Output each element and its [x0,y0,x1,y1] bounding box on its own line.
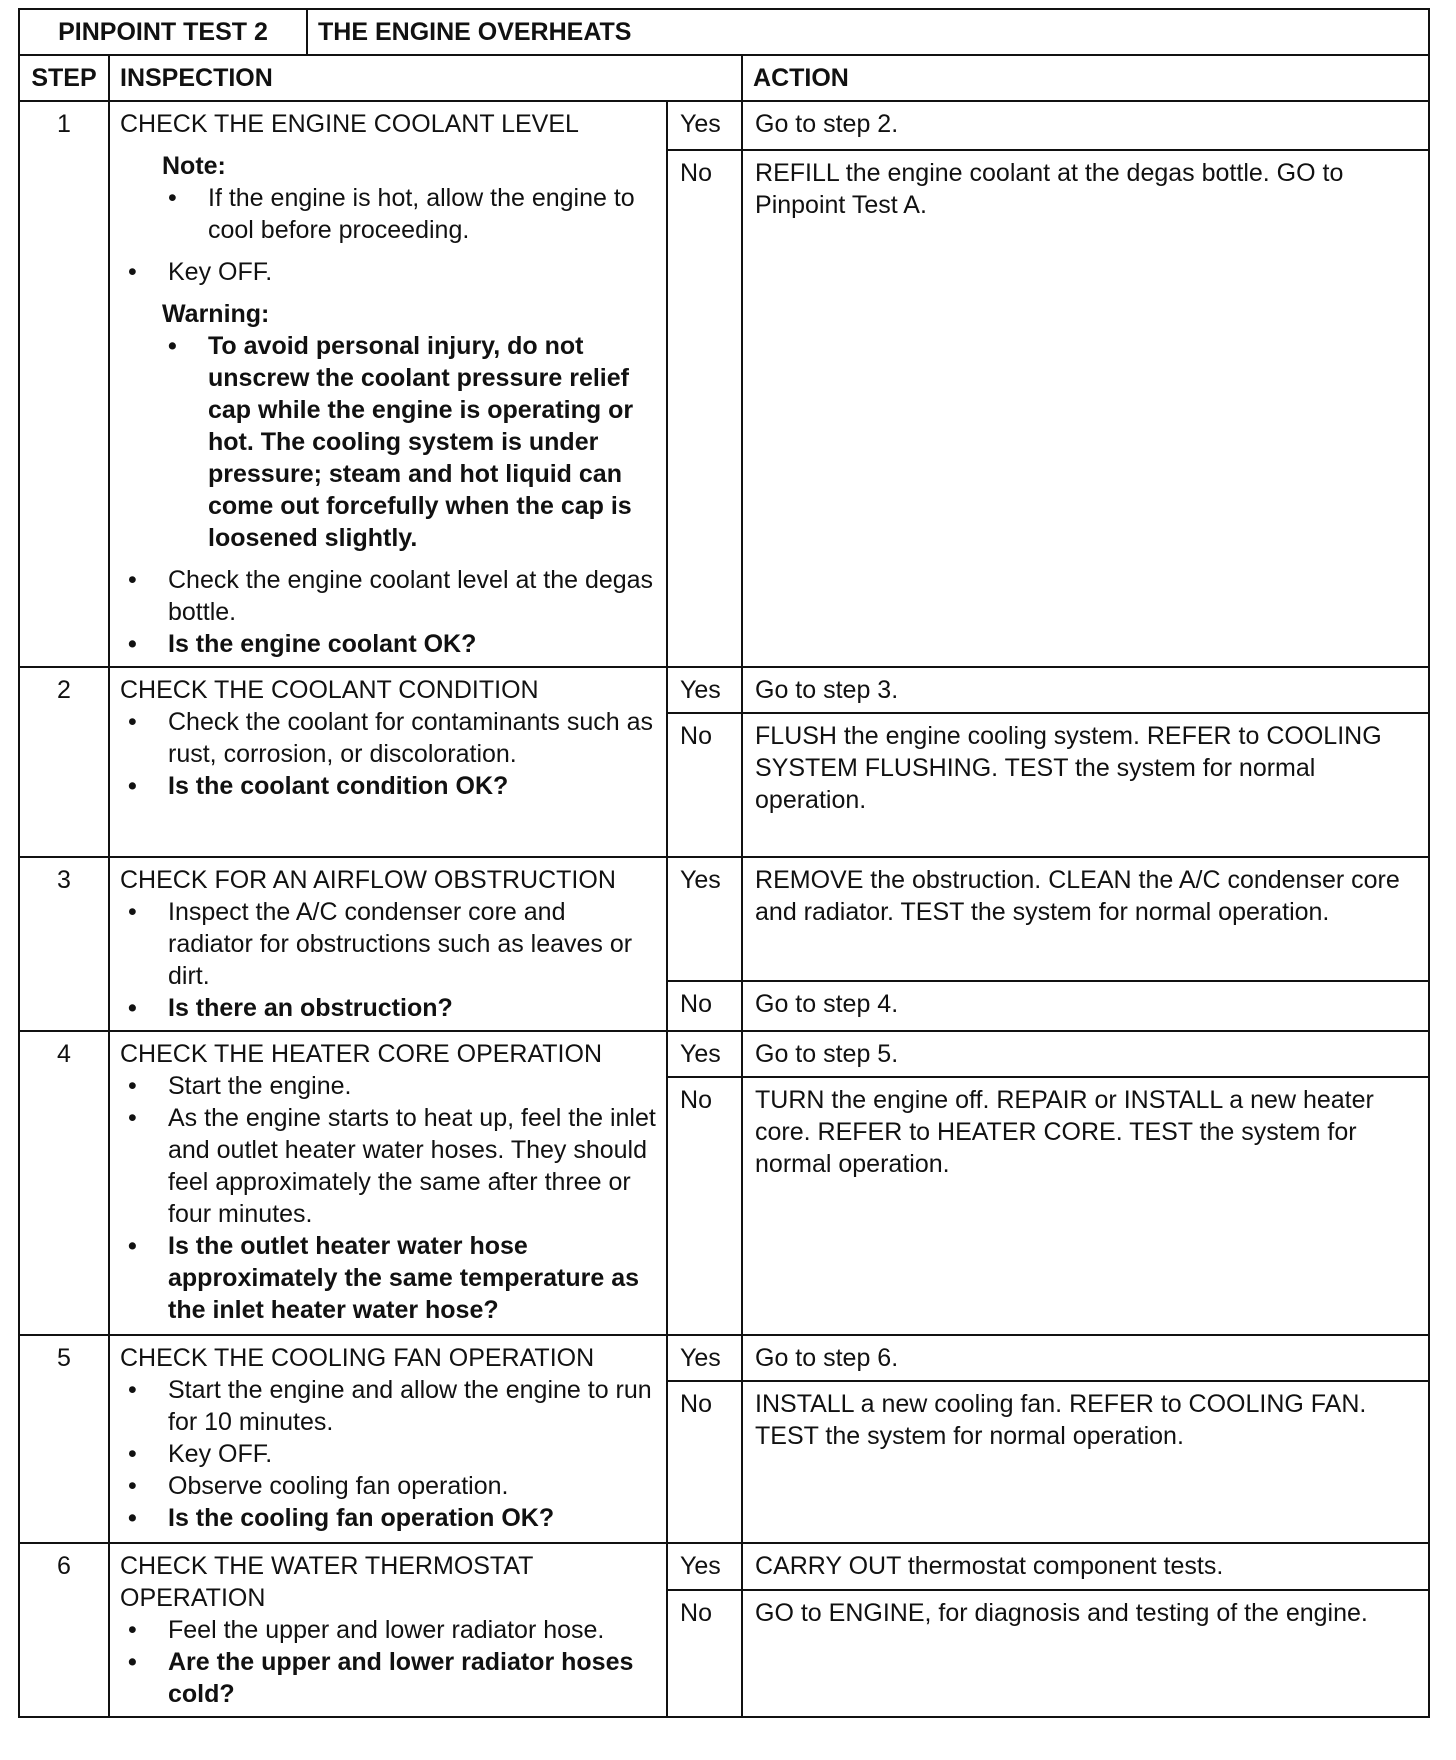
step-question: • Is the engine coolant OK? [120,628,656,660]
yes-label: Yes [667,1543,742,1590]
bullet-item: • Key OFF. [120,1438,656,1470]
col-inspection-header: INSPECTION [109,55,742,101]
step-4-inspection [109,1031,667,1335]
step-number: 3 [19,857,109,1031]
no-label: No [667,981,742,1031]
bullet-item: • Check the coolant for contaminants such as rust, corrosion, or discoloration. [120,706,656,770]
step-6-inspection [109,1543,667,1717]
step-title: CHECK THE COOLING FAN OPERATION [120,1344,595,1372]
yes-label: Yes [667,667,742,713]
bullet-item: • Start the engine. [120,1070,656,1102]
no-label: No [667,1381,742,1543]
step-3-inspection [109,857,667,1031]
no-action: Go to step 4. [742,981,1429,1031]
step-question: • Are the upper and lower radiator hoses cold? [120,1646,656,1710]
step-number: 1 [19,101,109,667]
bullet-item: • Start the engine and allow the engine to run for 10 minutes. [120,1374,656,1438]
yes-label: Yes [667,857,742,981]
no-label: No [667,150,742,667]
step-1-inspection [109,101,667,667]
step-title: CHECK THE COOLANT CONDITION [120,676,539,704]
step-6-yes-row [19,1543,1429,1590]
warning-label: Warning: [162,300,270,328]
yes-label: Yes [667,1031,742,1077]
no-action: INSTALL a new cooling fan. REFER to COOLING FAN. TEST the system for normal operation. [742,1381,1429,1543]
yes-label: Yes [667,101,742,150]
bullet-item: • Feel the upper and lower radiator hose. [120,1614,656,1646]
bullet-item: • Key OFF. [120,256,656,288]
col-step-header: STEP [19,55,109,101]
step-number: 6 [19,1543,109,1717]
yes-action: Go to step 3. [742,667,1429,713]
bullet-item: • Check the engine coolant level at the degas bottle. [120,564,656,628]
bullet-item: • As the engine starts to heat up, feel the inlet and outlet heater water hoses. They should feel approximately the same after three or four minutes. [120,1102,656,1230]
col-action-header: ACTION [742,55,1429,101]
step-title: CHECK FOR AN AIRFLOW OBSTRUCTION [120,866,616,894]
yes-action: Go to step 5. [742,1031,1429,1077]
test-id: PINPOINT TEST 2 [19,9,307,55]
test-title: THE ENGINE OVERHEATS [307,9,1429,55]
yes-action: REMOVE the obstruction. CLEAN the A/C condenser core and radiator. TEST the system for normal operation. [742,857,1429,981]
warning-block [120,298,656,554]
step-2-inspection [109,667,667,857]
step-4-yes-row [19,1031,1429,1077]
step-title: CHECK THE WATER THERMOSTAT OPERATION [120,1552,533,1612]
step-number: 4 [19,1031,109,1335]
no-action: TURN the engine off. REPAIR or INSTALL a new heater core. REFER to HEATER CORE. TEST the system for normal operation. [742,1077,1429,1335]
step-5-yes-row [19,1335,1429,1381]
bullet-item: • Observe cooling fan operation. [120,1470,656,1502]
no-action: REFILL the engine coolant at the degas bottle. GO to Pinpoint Test A. [742,150,1429,667]
step-number: 2 [19,667,109,857]
yes-action: CARRY OUT thermostat component tests. [742,1543,1429,1590]
no-action: GO to ENGINE, for diagnosis and testing of the engine. [742,1590,1429,1717]
column-header-row [19,55,1429,101]
step-title: CHECK THE HEATER CORE OPERATION [120,1040,603,1068]
step-title: CHECK THE ENGINE COOLANT LEVEL [120,110,579,138]
step-5-inspection [109,1335,667,1543]
pinpoint-test-table [18,8,1430,1718]
step-question: • Is there an obstruction? [120,992,656,1024]
no-action: FLUSH the engine cooling system. REFER to COOLING SYSTEM FLUSHING. TEST the system for normal operation. [742,713,1429,857]
step-2-yes-row [19,667,1429,713]
yes-action: Go to step 2. [742,101,1429,150]
step-question: • Is the outlet heater water hose approximately the same temperature as the inlet heater water hose? [120,1230,656,1326]
step-number: 5 [19,1335,109,1543]
step-1-yes-row [19,101,1429,150]
no-label: No [667,1077,742,1335]
yes-action: Go to step 6. [742,1335,1429,1381]
no-label: No [667,1590,742,1717]
step-3-yes-row [19,857,1429,981]
note-label: Note: [162,152,226,180]
note-item: • If the engine is hot, allow the engine to cool before proceeding. [160,182,656,246]
no-label: No [667,713,742,857]
pinpoint-test-page [18,8,1428,1718]
step-question: • Is the cooling fan operation OK? [120,1502,656,1534]
warning-item: • To avoid personal injury, do not unscrew the coolant pressure relief cap while the engine is operating or hot. The cooling system is under pressure; steam and hot liquid can come out forcefully when the cap is loosened slightly. [160,330,656,554]
step-question: • Is the coolant condition OK? [120,770,656,802]
test-header-row [19,9,1429,55]
bullet-item: • Inspect the A/C condenser core and radiator for obstructions such as leaves or dirt. [120,896,656,992]
yes-label: Yes [667,1335,742,1381]
note-block [120,150,656,246]
